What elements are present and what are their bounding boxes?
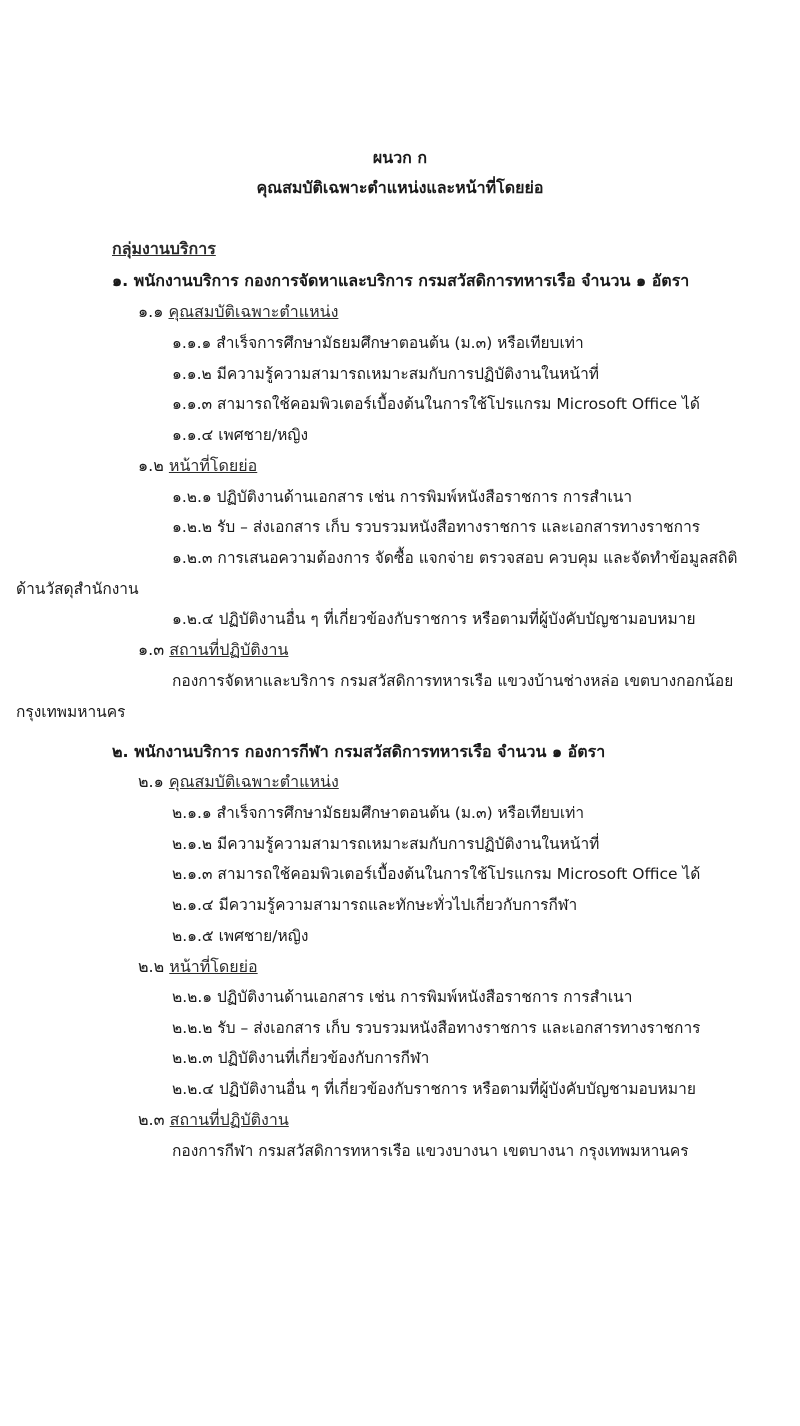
duty-item: ๒.๒.๒ รับ – ส่งเอกสาร เก็บ รวบรวมหนังสือทางราชการ และเอกสารทางราชการ: [172, 1019, 701, 1037]
position-2-duty-section: [138, 956, 258, 978]
group-heading: กลุ่มงานบริการ: [112, 239, 216, 258]
duty-item: ๒.๒.๑ ปฏิบัติงานด้านเอกสาร เช่น การพิมพ์หนังสือราชการ การสำเนา: [172, 988, 633, 1006]
qual-item: ๑.๑.๔ เพศชาย/หญิง: [172, 426, 309, 444]
qual-item: ๑.๑.๒ มีความรู้ความสามารถเหมาะสมกับการปฏิบัติงานในหน้าที่: [172, 365, 599, 383]
section-heading: สถานที่ปฏิบัติงาน: [169, 1110, 289, 1129]
qual-item: ๒.๑.๕ เพศชาย/หญิง: [172, 927, 309, 945]
position-1-place-section: [138, 639, 288, 661]
qual-item: ๒.๑.๑ สำเร็จการศึกษามัธยมศึกษาตอนต้น (ม.๓) หรือเทียบเท่า: [172, 804, 585, 822]
place-line: กองการจัดหาและบริการ กรมสวัสดิการทหารเรือ แขวงบ้านช่างหล่อ เขตบางกอกน้อย: [172, 672, 734, 690]
duty-item: ๑.๒.๔ ปฏิบัติงานอื่น ๆ ที่เกี่ยวข้องกับราชการ หรือตามที่ผู้บังคับบัญชามอบหมาย: [172, 610, 696, 628]
section-heading: คุณสมบัติเฉพาะตำแหน่ง: [168, 302, 339, 321]
section-heading: สถานที่ปฏิบัติงาน: [169, 640, 289, 659]
qual-item: ๑.๑.๑ สำเร็จการศึกษามัธยมศึกษาตอนต้น (ม.๓) หรือเทียบเท่า: [172, 334, 584, 352]
position-1-qual-section: [138, 301, 338, 323]
section-number: ๑.๑: [138, 302, 164, 321]
qual-item: ๒.๑.๓ สามารถใช้คอมพิวเตอร์เบื้องต้นในการใช้โปรแกรม Microsoft Office ได้: [172, 865, 701, 883]
section-number: ๒.๓: [138, 1110, 165, 1129]
section-number: ๒.๑: [138, 772, 164, 791]
duty-item: ๒.๒.๔ ปฏิบัติงานอื่น ๆ ที่เกี่ยวข้องกับราชการ หรือตามที่ผู้บังคับบัญชามอบหมาย: [172, 1080, 696, 1098]
qual-item: ๑.๑.๓ สามารถใช้คอมพิวเตอร์เบื้องต้นในการใช้โปรแกรม Microsoft Office ได้: [172, 395, 700, 413]
duty-item: ๒.๒.๓ ปฏิบัติงานที่เกี่ยวข้องกับการกีฬา: [172, 1049, 430, 1067]
position-2-qual-section: [138, 771, 339, 793]
appendix-label: ผนวก ก: [372, 148, 428, 167]
qual-item: ๒.๑.๔ มีความรู้ความสามารถและทักษะทั่วไปเกี่ยวกับการกีฬา: [172, 896, 578, 914]
qual-item: ๒.๑.๒ มีความรู้ความสามารถเหมาะสมกับการปฏิบัติงานในหน้าที่: [172, 835, 600, 853]
section-heading: คุณสมบัติเฉพาะตำแหน่ง: [168, 772, 339, 791]
position-2-place-section: [138, 1109, 289, 1131]
place-line-continuation: กรุงเทพมหานคร: [16, 703, 126, 721]
place-line: กองการกีฬา กรมสวัสดิการทหารเรือ แขวงบางนา เขตบางนา กรุงเทพมหานคร: [172, 1142, 689, 1160]
section-number: ๒.๒: [138, 957, 165, 976]
position-2-heading: ๒. พนักงานบริการ กองการกีฬา กรมสวัสดิการทหารเรือ จำนวน ๑ อัตรา: [112, 742, 606, 761]
duty-item: ๑.๒.๒ รับ – ส่งเอกสาร เก็บ รวบรวมหนังสือทางราชการ และเอกสารทางราชการ: [172, 518, 701, 536]
document-title: คุณสมบัติเฉพาะตำแหน่งและหน้าที่โดยย่อ: [256, 178, 544, 197]
section-number: ๑.๒: [138, 456, 164, 475]
section-heading: หน้าที่โดยย่อ: [168, 456, 258, 475]
section-number: ๑.๓: [138, 640, 165, 659]
section-heading: หน้าที่โดยย่อ: [169, 957, 258, 976]
duty-item: ๑.๒.๑ ปฏิบัติงานด้านเอกสาร เช่น การพิมพ์หนังสือราชการ การสำเนา: [172, 488, 633, 506]
duty-item: ๑.๒.๓ การเสนอความต้องการ จัดซื้อ แจกจ่าย ตรวจสอบ ควบคุม และจัดทำข้อมูลสถิติ: [172, 549, 738, 567]
duty-item-continuation: ด้านวัสดุสำนักงาน: [16, 580, 139, 598]
position-1-heading: ๑. พนักงานบริการ กองการจัดหาและบริการ กรมสวัสดิการทหารเรือ จำนวน ๑ อัตรา: [112, 271, 690, 290]
position-1-duty-section: [138, 455, 257, 477]
